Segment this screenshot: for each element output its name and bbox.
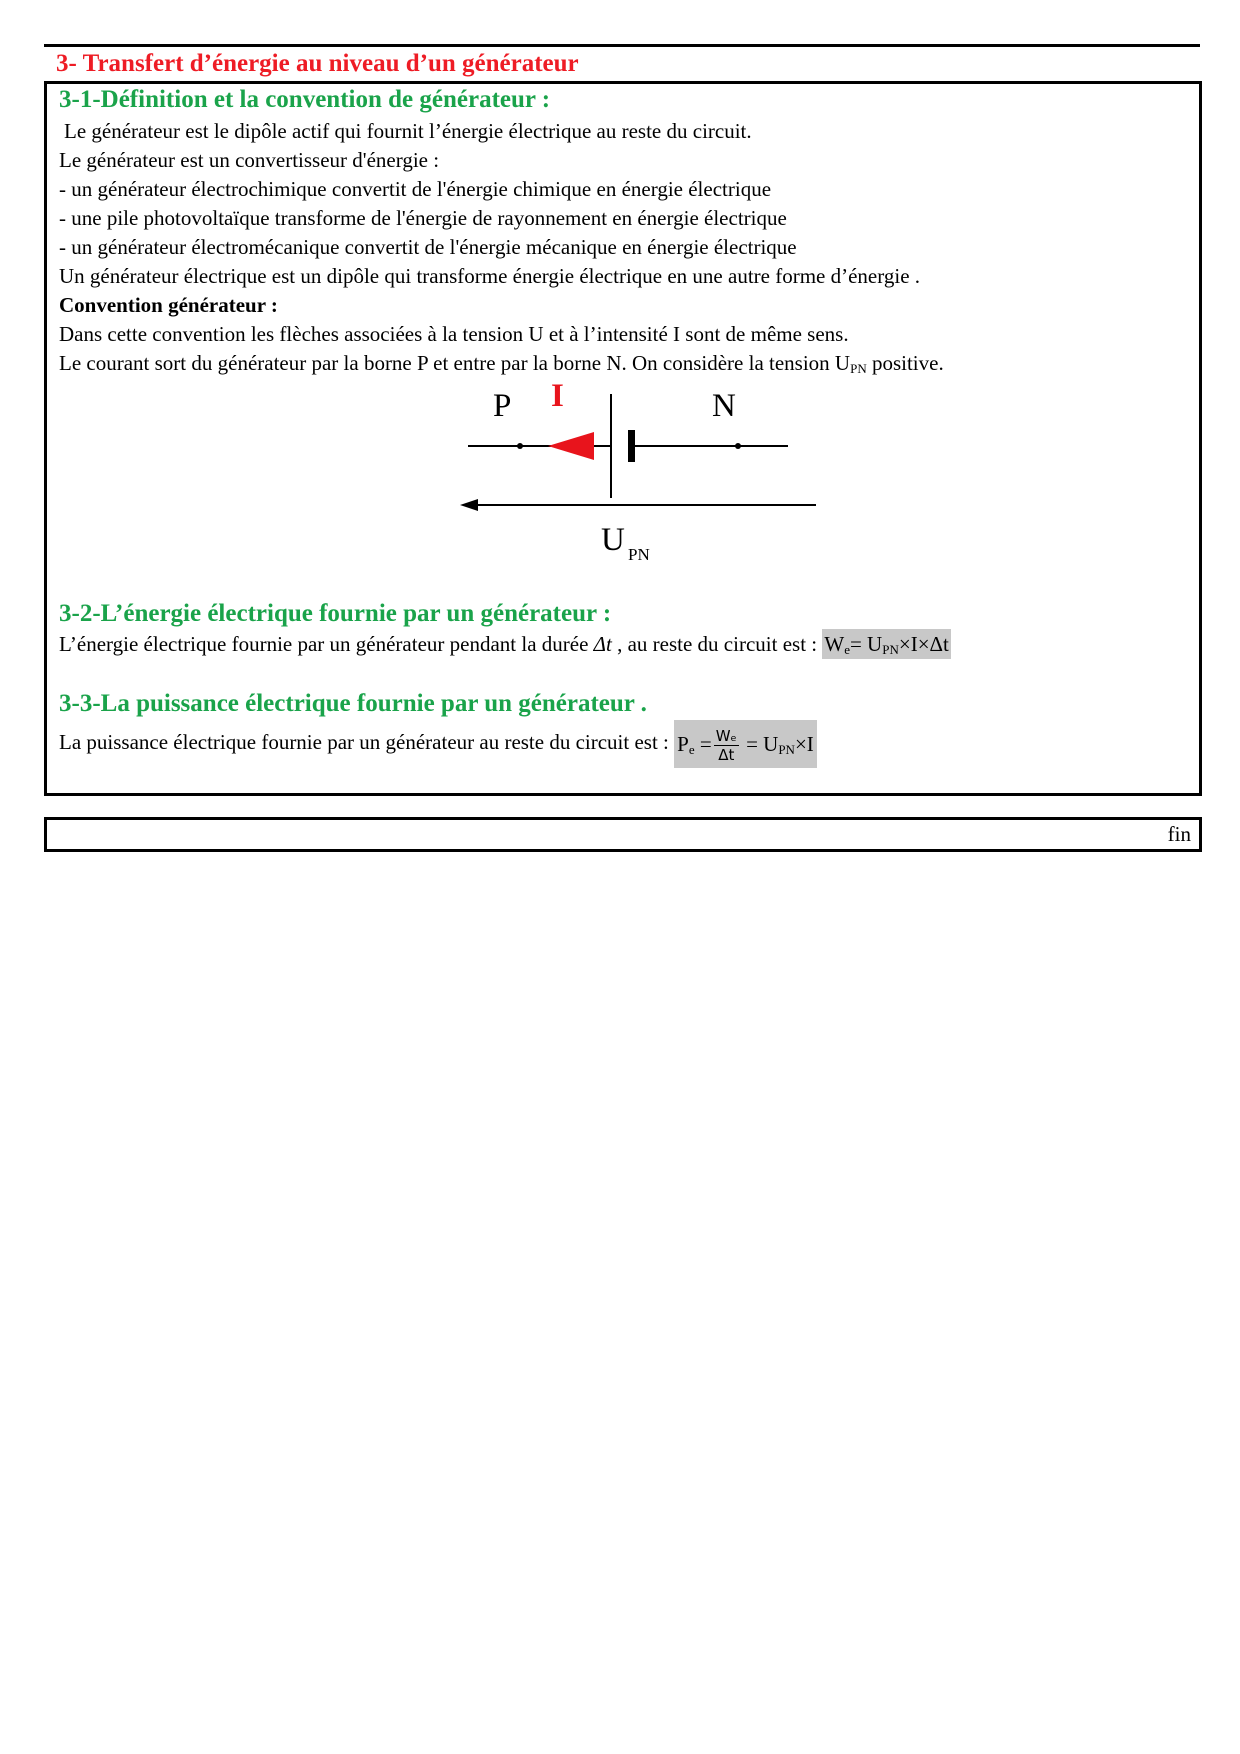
convention-heading: Convention générateur : [59,293,278,317]
text-line: - une pile photovoltaïque transforme de l'énergie de rayonnement en énergie électrique [59,206,787,230]
text-line: Dans cette convention les flèches associées à la tension U et à l’intensité I sont de même sens. [59,322,849,346]
text-line: Le générateur est le dipôle actif qui fournit l’énergie électrique au reste du circuit. [64,119,752,143]
voltage-arrowhead-icon [460,499,478,511]
text-line: Le générateur est un convertisseur d'énergie : [59,148,440,172]
text-line: Un générateur électrique est un dipôle qui transforme énergie électrique en une autre forme d’énergie . [59,264,921,288]
energy-formula: $W_e= U_{PN}\times I\times\Delta t$ [822,629,951,659]
subsection-3-3-title: 3-3-La puissance électrique fournie par un générateur . [59,690,647,717]
terminal-p-dot [517,443,523,449]
power-formula: $P_e$ = $\frac{\text{Wₑ}}{\Delta t}$ = $U_{PN}\times I$ [674,720,817,768]
generator-convention-diagram [448,380,828,570]
label-u: U [601,522,625,558]
power-line: La puissance électrique fournie par un générateur au reste du circuit est : $P_e$ = $\frac{\text{Wₑ}}{\Delta t}$ = $U_{PN}\times I$ [59,717,817,768]
footer-box [44,817,1202,852]
top-rule [44,44,1200,47]
text-line: - un générateur électrochimique convertit de l'énergie chimique en énergie électrique [59,177,772,201]
section-title: 3- Transfert d’énergie au niveau d’un générateur [56,50,579,77]
subsection-3-1-title: 3-1-Définition et la convention de générateur : [59,86,551,113]
label-i: I [551,380,564,414]
subsection-3-2-title: 3-2-L’énergie électrique fournie par un générateur : [59,600,612,627]
fraction: $\frac{\text{Wₑ}}{\Delta t}$ [715,727,737,765]
text-line: - un générateur électromécanique convertit de l'énergie mécanique en énergie électrique [59,235,797,259]
energy-line: L’énergie électrique fournie par un générateur pendant la durée Δt , au reste du circuit est : $W_e= U_{PN}\times I\times\Delta t$ [59,630,951,659]
label-p: P [493,388,512,424]
terminal-n-dot [735,443,741,449]
label-u-subscript: PN [628,545,650,564]
label-n: N [712,388,736,424]
current-arrow-icon [548,432,594,460]
generator-short-plate [628,430,635,462]
fin-label: fin [1167,822,1191,846]
text-line: Le courant sort du générateur par la borne P et entre par la borne N. On considère la tension $U_{PN}$ positive. [59,351,944,376]
